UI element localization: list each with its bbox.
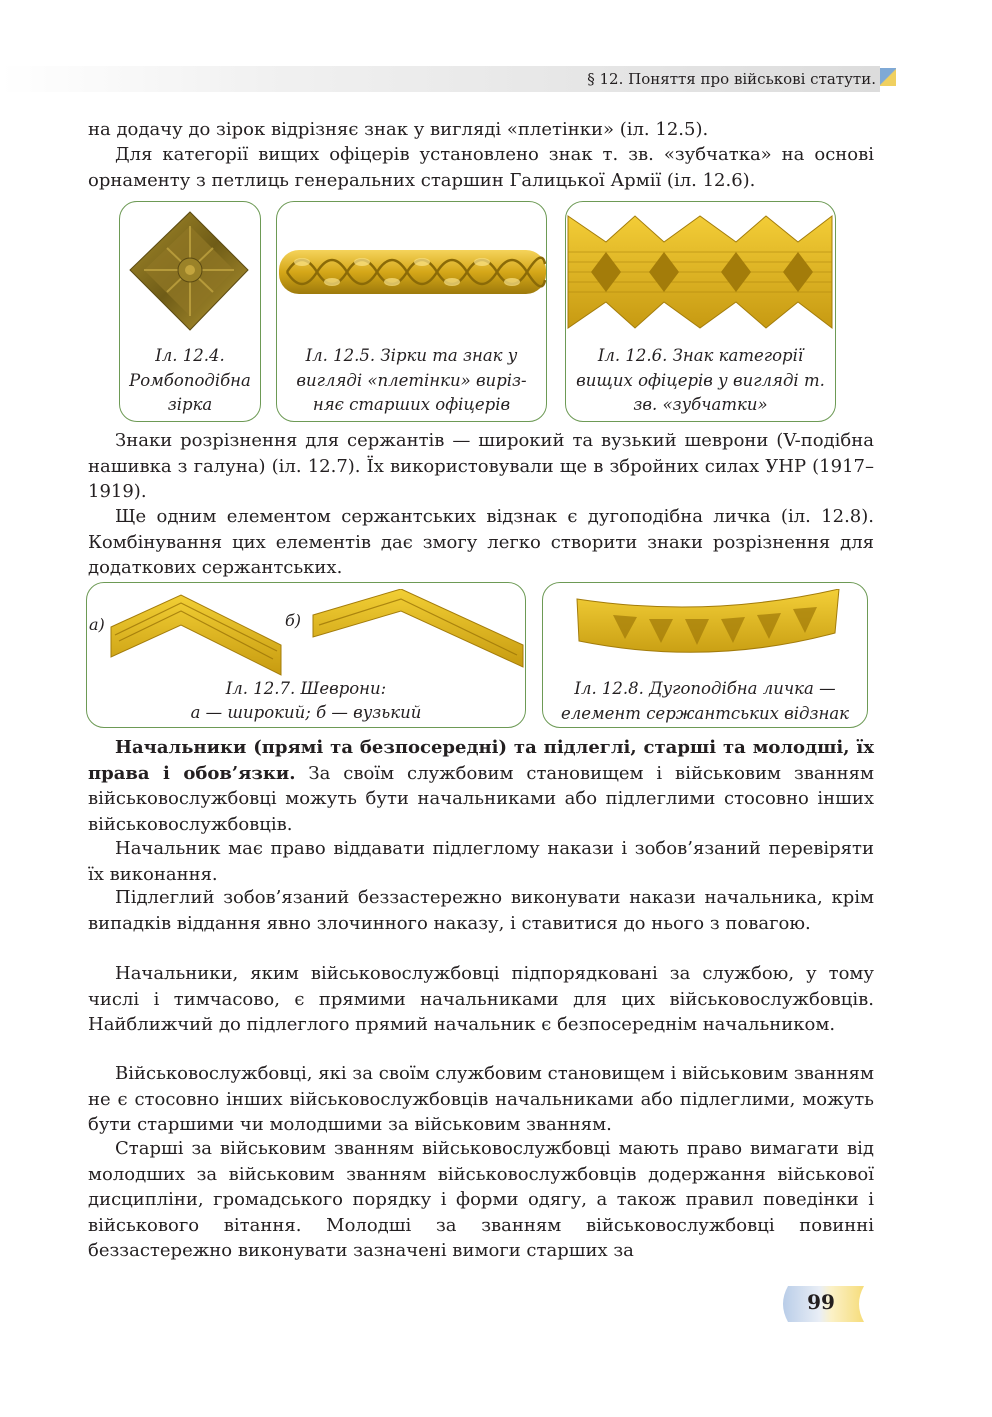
figure-caption-12-4: Іл. 12.4. Ромбоподібна зірка bbox=[129, 346, 251, 414]
figure-12-4 bbox=[119, 201, 261, 422]
paragraph-6: Начальник має право віддавати підлеглому накази і зобов’язаний перевіряти їх виконання. bbox=[88, 838, 874, 885]
zigzag-insignia-image bbox=[566, 202, 836, 342]
paragraph-8: Начальники, яким військовослужбовці підпорядковані за службою, у тому числі і тимчасово, є прямими начальниками для цих військовослужбовців. Найближчий до підлеглого прямий начальник є безпосереднім начальником. bbox=[88, 963, 874, 1035]
paragraph-4: Ще одним елементом сержантських відзнак є дугоподібна личка (іл. 12.8). Комбінування цих елементів дає змогу легко створити знаки розрізнення для додаткових сержантських. bbox=[88, 506, 874, 578]
braid-insignia-image bbox=[277, 202, 547, 342]
figure-12-7 bbox=[86, 582, 526, 728]
figure-12-5 bbox=[276, 201, 547, 422]
figure-caption-12-5: Іл. 12.5. Зірки та знак у вигляді «плетінки» вирізняє старших офіцерів bbox=[296, 346, 527, 414]
running-header: § 12. Поняття про військові статути. bbox=[587, 70, 876, 88]
chevrons-image bbox=[105, 589, 525, 679]
figure-caption-12-8: Іл. 12.8. Дугоподібна личка — елемент сержантських відзнак bbox=[560, 679, 850, 723]
page-number-tab bbox=[778, 1286, 864, 1322]
paragraph-9: Військовослужбовці, які за своїм службовим становищем і військовим званням не є стосовно інших військовослужбовців начальниками або підлеглими, можуть бути старшими чи молодшими за військовим званням. bbox=[88, 1063, 874, 1135]
paragraph-1: на додачу до зірок відрізняє знак у вигляді «плетінки» (іл. 12.5). bbox=[88, 119, 709, 140]
paragraph-5 bbox=[88, 735, 874, 837]
figure-caption-12-6: Іл. 12.6. Знак категорії вищих офіцерів у вигляді т. зв. «зубчатки» bbox=[576, 346, 825, 414]
figure-caption-12-7-line1: Іл. 12.7. Шеврони: bbox=[225, 679, 387, 698]
chevron-label-b: б) bbox=[285, 611, 302, 630]
figure-12-8 bbox=[542, 582, 868, 728]
page-number: 99 bbox=[807, 1290, 835, 1314]
paragraph-2: Для категорії вищих офіцерів установлено знак т. зв. «зубчатка» на основі орнаменту з петлиць генеральних старшин Галицької Армії (іл. 12.6). bbox=[88, 144, 874, 191]
paragraph-5-body: За своїм службовим становищем і військовим званням військовослужбовці можуть бути начальниками або підлеглими стосовно інших військовослужбовців. bbox=[88, 762, 874, 835]
rhombic-star-image bbox=[120, 202, 261, 347]
paragraph-10: Старші за військовим званням військовослужбовці мають право вимагати від молодших за військовим званням військовослужбовців додержання військової дисципліни, громадського порядку і форми одягу, а також правил поведінки і військового вітання. Молодші за званням військовослужбовці повинні беззастережно виконувати зазначені вимоги старших за bbox=[88, 1138, 874, 1261]
chevron-label-a: а) bbox=[89, 615, 105, 634]
header-corner-mark bbox=[880, 68, 896, 86]
arc-badge-image bbox=[573, 589, 843, 669]
figure-caption-12-7-line2: а — широкий; б — вузький bbox=[190, 703, 422, 722]
paragraph-3: Знаки розрізнення для сержантів — широкий та вузький шеврони (V-подібна нашивка з галуна) (іл. 12.7). Їх використовували ще в збройних силах УНР (1917–1919). bbox=[88, 430, 874, 502]
figure-12-6 bbox=[565, 201, 836, 422]
paragraph-7: Підлеглий зобов’язаний беззастережно виконувати накази начальника, крім випадків віддання явно злочинного наказу, і ставитися до нього з повагою. bbox=[88, 887, 874, 934]
paragraph-5-heading: Начальники (прямі та безпосередні) та підлеглі, старші та молодші, їх права і обов’язки. bbox=[88, 737, 874, 784]
